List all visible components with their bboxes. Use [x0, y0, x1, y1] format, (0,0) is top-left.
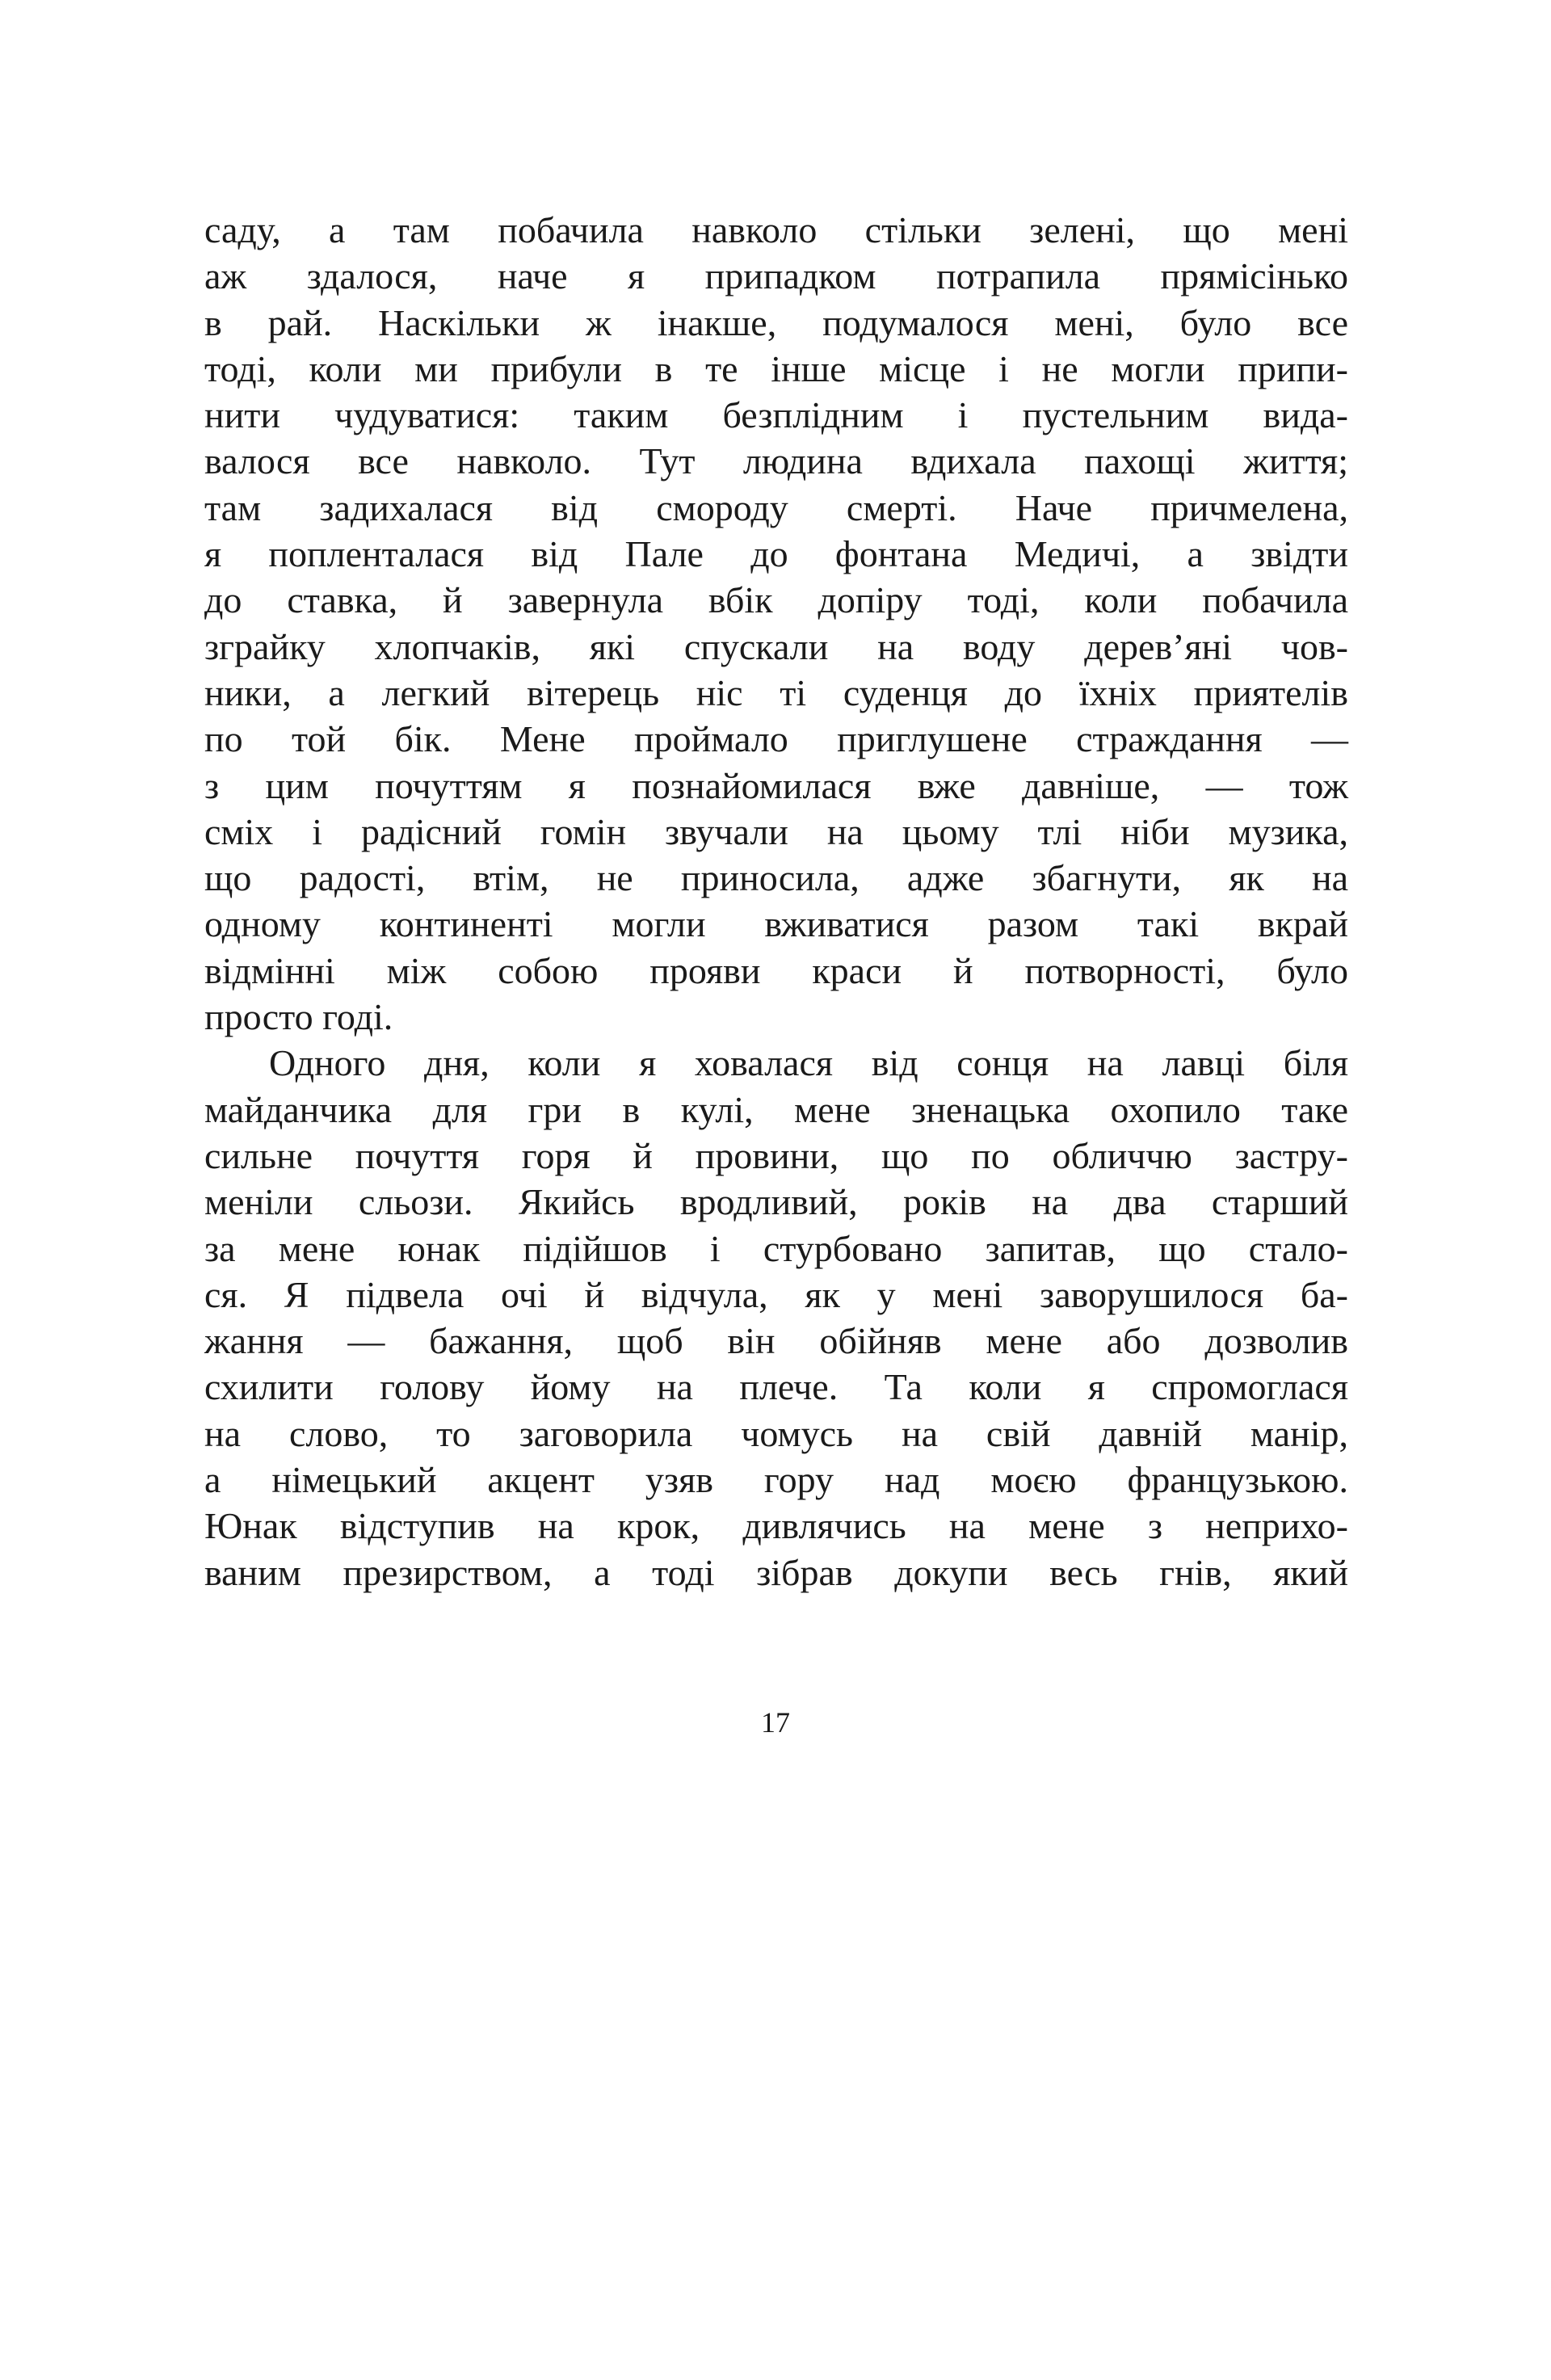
text-line: сильне почуття горя й провини, що по обличчю застру-	[204, 1134, 1348, 1176]
page-number: 17	[761, 1706, 790, 1739]
body-text	[204, 207, 1348, 1596]
text-line: просто годі.	[204, 996, 393, 1038]
text-line: до ставка, й завернула вбік допіру тоді, коли побачила	[204, 579, 1348, 621]
text-line: Юнак відступив на крок, дивлячись на мене з неприхо-	[204, 1505, 1348, 1547]
text-line: аж здалося, наче я припадком потрапила прямісінько	[204, 255, 1348, 297]
text-line: сміх і радісний гомін звучали на цьому тлі ніби музика,	[204, 810, 1348, 852]
text-line: в рай. Наскільки ж інакше, подумалося мені, було все	[204, 301, 1348, 343]
text-line: що радості, втім, не приносила, адже збагнути, як на	[204, 857, 1348, 899]
text-line: саду, а там побачила навколо стільки зелені, що мені	[204, 209, 1348, 250]
text-line: Одного дня, коли я ховалася від сонця на лавці біля	[269, 1042, 1348, 1084]
text-line: відмінні між собою прояви краси й потворності, було	[204, 949, 1348, 991]
text-line: зграйку хлопчаків, які спускали на воду дерев’яні чов-	[204, 625, 1348, 667]
text-line: жання — бажання, щоб він обійняв мене або дозволив	[204, 1320, 1348, 1362]
text-line: ваним презирством, а тоді зібрав докупи весь гнів, який	[204, 1551, 1348, 1593]
text-line: схилити голову йому на плече. Та коли я спромоглася	[204, 1366, 1348, 1408]
text-line: тоді, коли ми прибули в те інше місце і не могли припи-	[204, 347, 1348, 389]
text-line: валося все навколо. Тут людина вдихала пахощі життя;	[204, 440, 1348, 482]
text-line: там задихалася від смороду смерті. Наче причмелена,	[204, 486, 1348, 528]
text-line: по той бік. Мене проймало приглушене страждання —	[204, 718, 1348, 760]
text-line: майданчика для гри в кулі, мене зненацька охопило таке	[204, 1088, 1348, 1130]
text-line: на слово, то заговорила чомусь на свій давній манір,	[204, 1412, 1348, 1454]
text-line: меніли сльози. Якийсь вродливий, років на два старший	[204, 1181, 1348, 1223]
text-line: за мене юнак підійшов і стурбовано запитав, що стало-	[204, 1227, 1348, 1269]
text-line: одному континенті могли вживатися разом такі вкрай	[204, 903, 1348, 945]
text-line: нити чудуватися: таким безплідним і пустельним вида-	[204, 394, 1348, 436]
text-line: я попленталася від Пале до фонтана Медичі, а звідти	[204, 533, 1348, 575]
text-line: ники, а легкий вітерець ніс ті суденця до їхніх приятелів	[204, 671, 1348, 713]
text-line: ся. Я підвела очі й відчула, як у мені заворушилося ба-	[204, 1273, 1348, 1315]
text-line: а німецький акцент узяв гору над моєю французькою.	[204, 1459, 1348, 1501]
text-line: з цим почуттям я познайомилася вже давніше, — тож	[204, 764, 1348, 806]
